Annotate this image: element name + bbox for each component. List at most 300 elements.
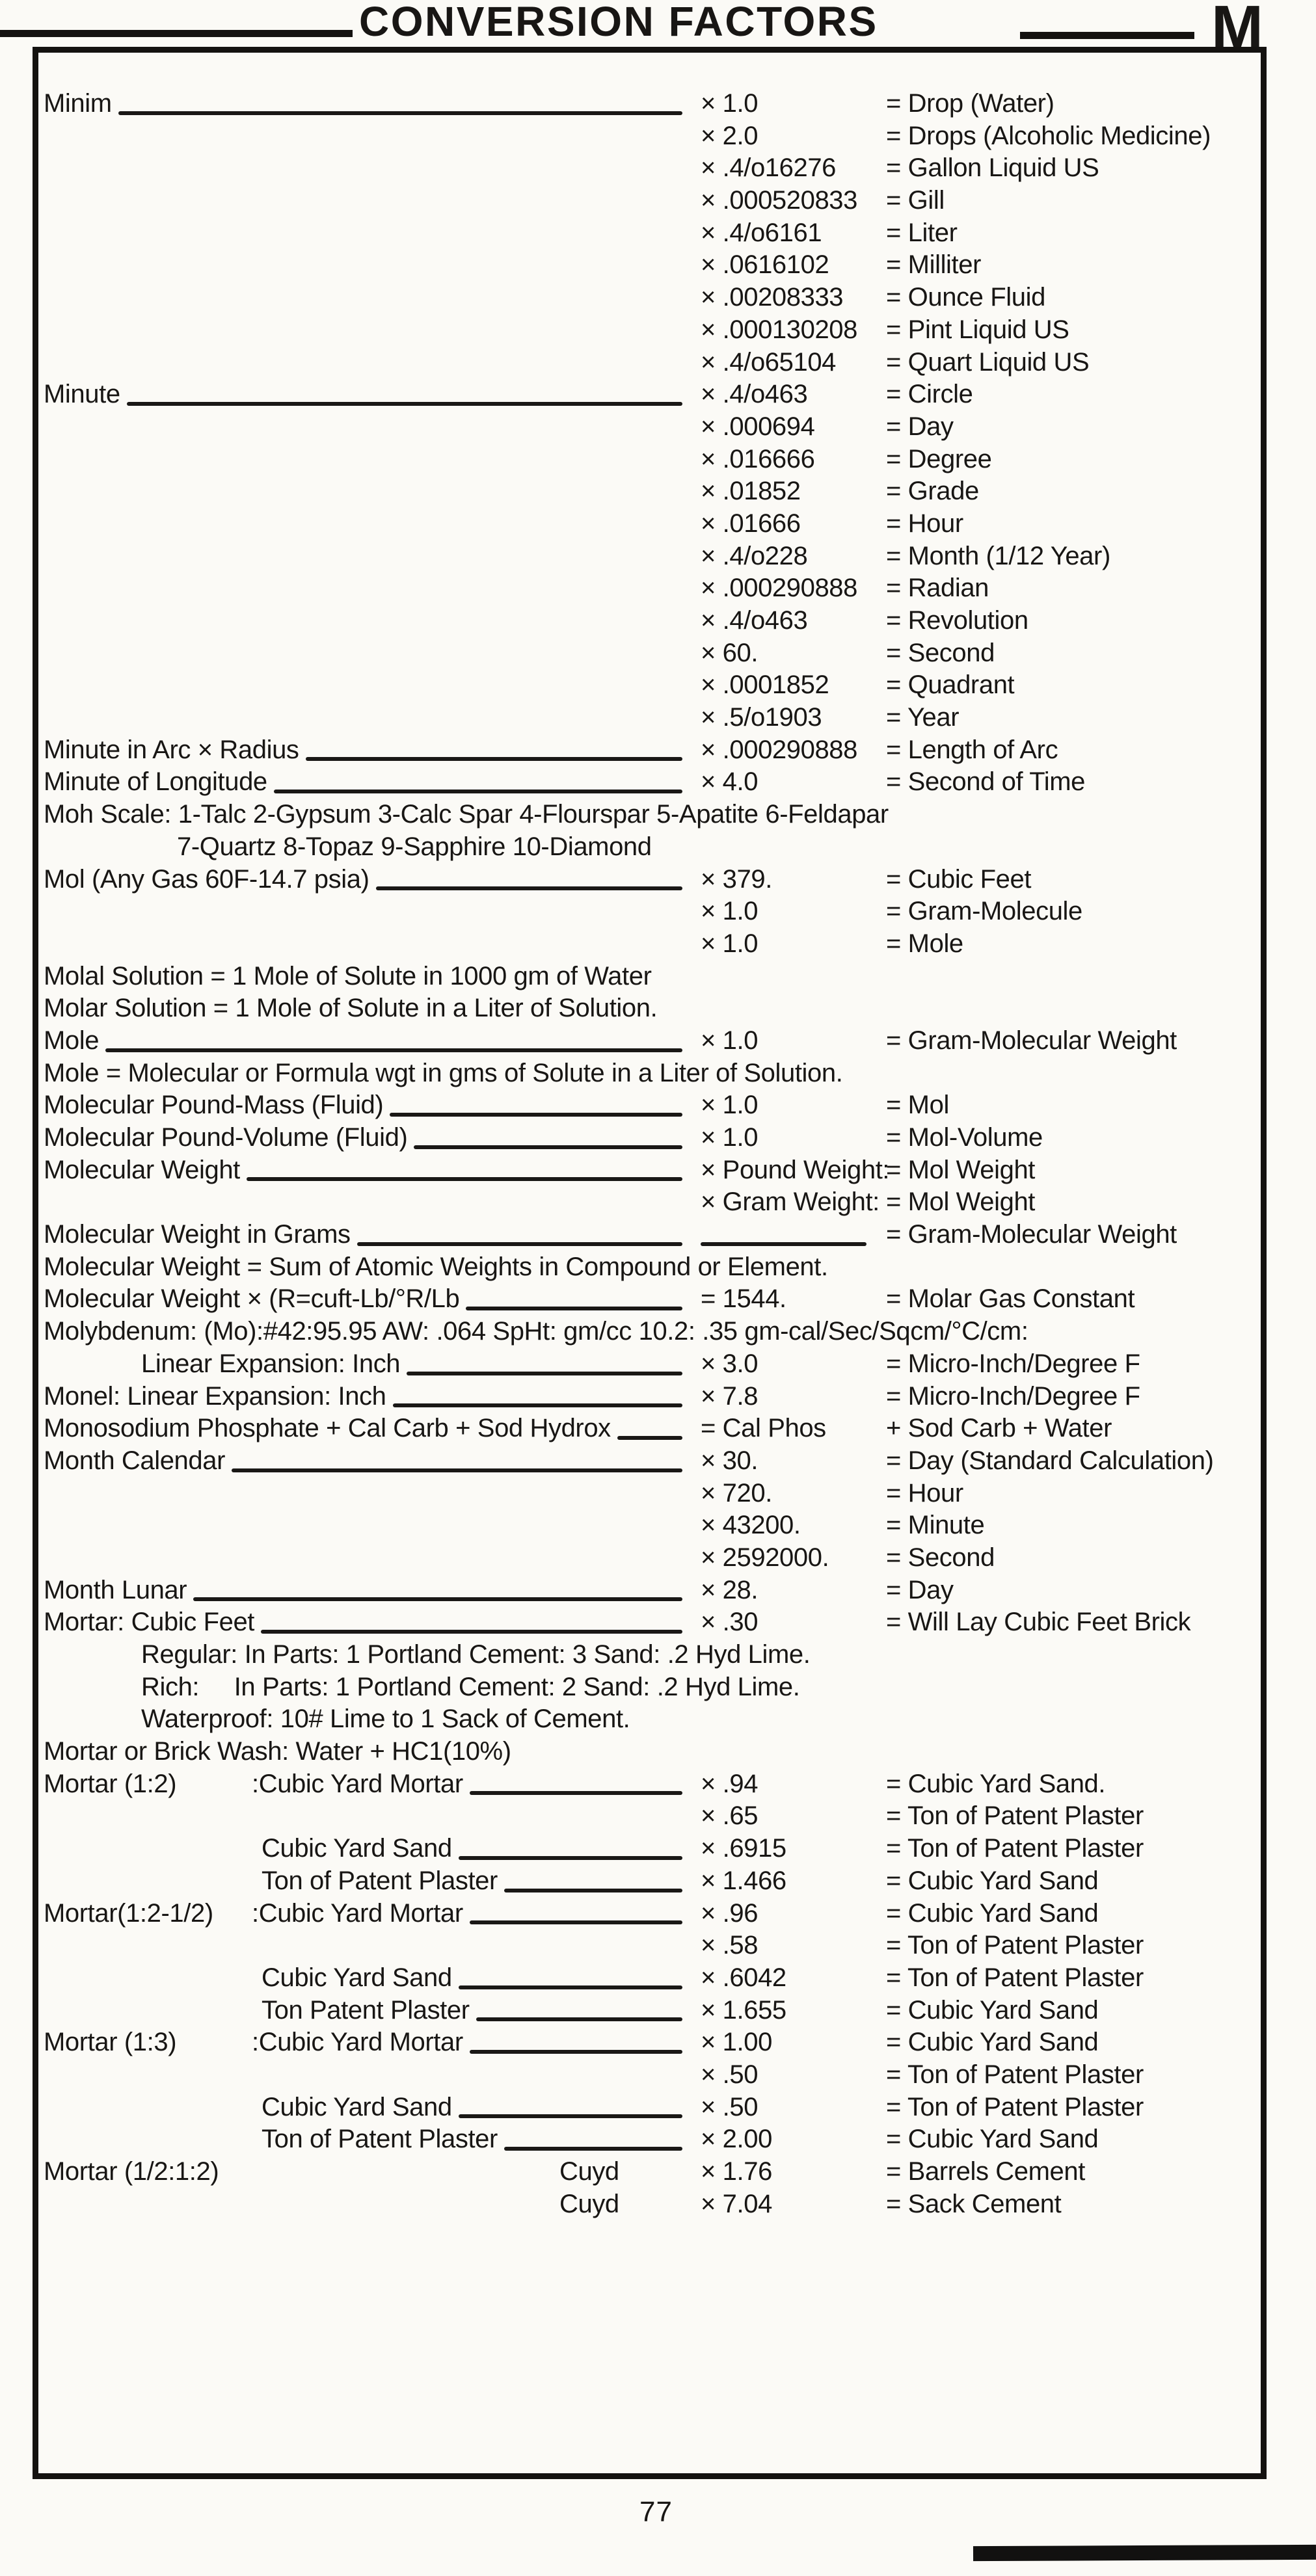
entry-factor: × .94 (701, 1769, 759, 1798)
entry-fields (44, 1348, 701, 1381)
leader-line (44, 508, 701, 540)
entry-fields (44, 1768, 701, 1801)
conversion-table (38, 53, 1261, 2220)
entry-factor: × .000290888 (701, 574, 858, 603)
entry-name: Mole = Molecular or Formula wgt in gms of Solute in a Liter of Solution. (44, 1058, 843, 1087)
leader-line (44, 282, 701, 314)
table-row (44, 120, 1261, 153)
entry-fields (44, 249, 701, 282)
leader-line (44, 1509, 701, 1542)
entry-name: Rich: In Parts: 1 Portland Cement: 2 Sand: .2 Hyd Lime. (141, 1672, 800, 1701)
entry-factor: × 2.0 (701, 121, 759, 150)
entry-result: = Barrels Cement (886, 2157, 1085, 2186)
entry-name: Minute of Longitude (44, 767, 267, 797)
entry-name: Moh Scale: 1-Talc 2-Gypsum 3-Calc Spar 4-Flourspar 5-Apatite 6-Feldapar (44, 800, 889, 829)
entry-factor: × 7.8 (701, 1381, 759, 1411)
table-row (44, 992, 1261, 1025)
entry-fields (44, 120, 701, 153)
leader-line (799, 1671, 1261, 1704)
table-row (44, 1025, 1261, 1057)
entry-result: = Molar Gas Constant (886, 1284, 1135, 1314)
entry-fields (44, 1509, 701, 1542)
entry-group-label: Mortar (1/2:1:2) (44, 2157, 219, 2186)
entry-name: Molybdenum: (Mo):#42:95.95 AW: .064 SpHt: gm/cc 10.2: .35 gm-cal/Sec/Sqcm/°C/cm: (44, 1317, 1028, 1346)
entry-name: Ton of Patent Plaster (262, 2125, 498, 2154)
entry-name: Month Lunar (44, 1575, 187, 1604)
table-row (44, 1962, 1261, 1995)
entry-factor: × 43200. (701, 1511, 801, 1540)
entry-fields (44, 2059, 701, 2091)
leader-line (386, 1381, 701, 1413)
table-row (44, 831, 1261, 864)
entry-result: = Ton of Patent Plaster (886, 1834, 1144, 1863)
leader-line (44, 637, 701, 670)
entry-fields (44, 1703, 1261, 1736)
entry-result: = Cubic Yard Sand (886, 2125, 1099, 2154)
entry-factor: × Pound Weight: (701, 1155, 890, 1184)
leader-line (463, 2026, 701, 2059)
entry-fields (44, 799, 1261, 831)
entry-fields (44, 1995, 701, 2027)
entry-factor: × 60. (701, 638, 759, 667)
entry-factor: × .016666 (701, 444, 815, 473)
title-rule-right (1020, 32, 1194, 39)
scan-artifact-bar (973, 2545, 1316, 2561)
leader-line (369, 864, 701, 896)
table-row (44, 378, 1261, 411)
entry-fields (44, 928, 701, 961)
table-row (44, 1219, 1261, 1251)
table-row (44, 217, 1261, 250)
entry-factor: × .000290888 (701, 735, 858, 764)
leader-line (44, 669, 701, 702)
entry-result: = Second of Time (886, 767, 1086, 797)
table-row (44, 1995, 1261, 2027)
leader-line (44, 1800, 701, 1833)
entry-factor: × 7.04 (701, 2189, 772, 2218)
entry-fields (44, 1186, 701, 1219)
entry-fields (44, 864, 701, 896)
table-row (44, 864, 1261, 896)
table-row (44, 2156, 1261, 2188)
entry-factor: × 1.0 (701, 89, 759, 118)
entry-factor: × .65 (701, 1801, 759, 1831)
entry-result: = Quadrant (886, 671, 1015, 700)
entry-result: = Radian (886, 574, 989, 603)
entry-group-label: Mortar (1:2) (44, 1769, 177, 1798)
entry-factor: × .000694 (701, 412, 815, 441)
entry-fields (44, 1445, 701, 1478)
entry-fields (44, 1962, 701, 1995)
entry-factor: × .000520833 (701, 186, 858, 215)
table-row (44, 605, 1261, 637)
entry-name: Molecular Weight × (R=cuft-Lb/°R/Lb (44, 1284, 460, 1314)
leader-line (44, 572, 701, 605)
entry-fields (44, 1736, 1261, 1768)
leader-line (44, 120, 701, 153)
table-row (44, 1800, 1261, 1833)
entry-name: Minute in Arc × Radius (44, 735, 299, 764)
entry-fields (44, 961, 1261, 993)
entry-factor: × .4/o463 (701, 380, 808, 409)
table-row (44, 540, 1261, 573)
leader-line (240, 1154, 701, 1187)
page-number: 77 (639, 2496, 673, 2528)
entry-fields (44, 152, 701, 185)
entry-fields (44, 896, 701, 928)
entry-result: = Drop (Water) (886, 89, 1054, 118)
entry-fields (44, 282, 701, 314)
entry-result: = Gram-Molecular Weight (886, 1026, 1177, 1055)
entry-factor: × 1.76 (701, 2157, 772, 2186)
entry-name: Cubic Yard Sand (262, 1834, 452, 1863)
entry-factor: × 720. (701, 1478, 772, 1507)
table-row (44, 185, 1261, 217)
table-row (44, 702, 1261, 734)
entry-fields (44, 1413, 701, 1445)
entry-factor: × 28. (701, 1575, 759, 1604)
entry-result: = Cubic Yard Sand (886, 1898, 1099, 1928)
entry-name: Monosodium Phosphate + Cal Carb + Sod Hydrox (44, 1414, 611, 1443)
table-row (44, 1445, 1261, 1478)
entry-factor: × Gram Weight: (701, 1188, 880, 1217)
table-row (44, 1606, 1261, 1639)
table-row (44, 1283, 1261, 1316)
entry-result: = Minute (886, 1511, 985, 1540)
entry-result: = Mol (886, 1091, 949, 1120)
title-rule-left (0, 30, 353, 37)
table-row (44, 734, 1261, 767)
entry-factor: × 1.0 (701, 1091, 759, 1120)
entry-factor: × 3.0 (701, 1349, 759, 1378)
table-row (44, 1154, 1261, 1187)
entry-name: Regular: In Parts: 1 Portland Cement: 3 Sand: .2 Hyd Lime. (141, 1640, 811, 1669)
leader-line (44, 1186, 701, 1219)
leader-line (889, 799, 1261, 831)
entry-factor: × .50 (701, 2060, 759, 2089)
entry-factor: × .50 (701, 2092, 759, 2121)
entry-result: = Degree (886, 444, 992, 473)
entry-name: Mole (44, 1026, 100, 1055)
table-row (44, 928, 1261, 961)
entry-result: = Ton of Patent Plaster (886, 1801, 1144, 1831)
entry-name: Molal Solution = 1 Mole of Solute in 1000 gm of Water (44, 961, 652, 990)
entry-result: = Ton of Patent Plaster (886, 2060, 1144, 2089)
entry-fields (44, 669, 701, 702)
entry-name: Waterproof: 10# Lime to 1 Sack of Cement. (141, 1705, 630, 1734)
entry-fields (44, 1542, 701, 1574)
entry-factor: × 379. (701, 864, 772, 894)
entry-group-label: Mortar (1:3) (44, 2028, 177, 2057)
entry-fields (44, 637, 701, 670)
entry-fields (44, 444, 701, 476)
entry-factor: × 2.00 (701, 2125, 772, 2154)
entry-factor: × 1.466 (701, 1866, 786, 1895)
leader-line (470, 1995, 701, 2027)
table-row (44, 637, 1261, 670)
leader-line (44, 928, 701, 961)
entry-result: = Mol Weight (886, 1155, 1036, 1184)
entry-factor: × 2592000. (701, 1543, 829, 1572)
entry-factor: × .000130208 (701, 315, 858, 344)
entry-fields (44, 766, 701, 799)
entry-factor: × .58 (701, 1931, 759, 1960)
entry-name: Minute (44, 380, 120, 409)
entry-factor: × .0616102 (701, 250, 829, 280)
entry-factor: × 1.0 (701, 897, 759, 926)
entry-name: Mol (Any Gas 60F-14.7 psia) (44, 864, 369, 894)
leader-line (44, 1478, 701, 1510)
entry-result: = Sack Cement (886, 2189, 1062, 2218)
leader-line (99, 1025, 701, 1057)
entry-result: = Length of Arc (886, 735, 1058, 764)
entry-result: = Drops (Alcoholic Medicine) (886, 121, 1211, 150)
entry-fields (44, 702, 701, 734)
entry-fields (44, 540, 701, 573)
leader-line (225, 1445, 701, 1478)
entry-result: = Day (Standard Calculation) (886, 1446, 1214, 1475)
leader-line (657, 992, 1261, 1025)
entry-factor: × 30. (701, 1446, 759, 1475)
leader-line (810, 1639, 1261, 1671)
entry-fields (44, 1478, 701, 1510)
entry-result: = Day (886, 412, 954, 441)
entry-fields (44, 1283, 701, 1316)
table-row (44, 2188, 1261, 2221)
entry-factor (701, 1219, 886, 1251)
entry-fields (44, 734, 701, 767)
entry-result: = Cubic Yard Sand (886, 1866, 1099, 1895)
entry-name: Monel: Linear Expansion: Inch (44, 1381, 386, 1411)
table-row (44, 2123, 1261, 2156)
leader-line (452, 2091, 701, 2124)
entry-group-label: Mortar(1:2-1/2) (44, 1898, 213, 1928)
leader-line (44, 1542, 701, 1574)
entry-fields (44, 347, 701, 379)
entry-fields (44, 88, 701, 120)
table-row (44, 1186, 1261, 1219)
entry-name: :Cubic Yard Mortar (252, 1898, 463, 1928)
leader-line (299, 734, 701, 767)
table-row (44, 766, 1261, 799)
entry-factor: × .6042 (701, 1963, 786, 1992)
entry-factor: × 1.0 (701, 1123, 759, 1152)
entry-result: = Ton of Patent Plaster (886, 1931, 1144, 1960)
leader-line (44, 896, 701, 928)
entry-fields (44, 411, 701, 444)
entry-fields (44, 1251, 1261, 1284)
entry-fields (44, 314, 701, 347)
entry-name: Molar Solution = 1 Mole of Solute in a Liter of Solution. (44, 994, 658, 1023)
leader-line (463, 1768, 701, 1801)
leader-line (511, 1736, 1261, 1768)
entry-result: = Mol Weight (886, 1188, 1036, 1217)
entry-result: = Gram-Molecular Weight (886, 1220, 1177, 1249)
entry-factor: × 4.0 (701, 767, 759, 797)
entry-result: = Circle (886, 380, 973, 409)
entry-result: = Cubic Feet (886, 864, 1032, 894)
table-row (44, 1865, 1261, 1898)
entry-result: = Gallon Liquid US (886, 153, 1099, 183)
table-row (44, 1898, 1261, 1930)
entry-fields (44, 572, 701, 605)
entry-fields (44, 217, 701, 250)
page-title: CONVERSION FACTORS (359, 0, 878, 45)
entry-name: Molecular Pound-Volume (Fluid) (44, 1123, 408, 1152)
entry-fields (44, 1316, 1261, 1348)
entry-result: = Quart Liquid US (886, 347, 1090, 377)
leader-line (254, 1606, 701, 1639)
table-row (44, 1251, 1261, 1284)
entry-fields (44, 605, 701, 637)
entry-fields (44, 508, 701, 540)
entry-result: = Hour (886, 1478, 963, 1507)
entry-result: = Second (886, 638, 995, 667)
entry-fields (44, 1089, 701, 1122)
entry-result: = Liter (886, 218, 958, 247)
entry-name: Molecular Weight in Grams (44, 1220, 351, 1249)
entry-name: Ton of Patent Plaster (262, 1866, 498, 1895)
entry-result: = Pint Liquid US (886, 315, 1069, 344)
entry-result: = Day (886, 1575, 954, 1604)
entry-result: = Ton of Patent Plaster (886, 1963, 1144, 1992)
leader-line (652, 831, 1261, 864)
entry-factor: × 1.0 (701, 929, 759, 958)
table-row (44, 572, 1261, 605)
leader-line (400, 1348, 701, 1381)
leader-line (630, 1703, 1261, 1736)
leader-line (383, 1089, 701, 1122)
entry-factor: × .00208333 (701, 283, 844, 312)
entry-name: Mortar: Cubic Feet (44, 1608, 255, 1637)
entry-factor: × .4/o65104 (701, 347, 837, 377)
table-row (44, 1316, 1261, 1348)
entry-factor: = 1544. (701, 1284, 786, 1314)
entry-result: = Cubic Yard Sand. (886, 1769, 1106, 1798)
entry-factor: × 1.00 (701, 2028, 772, 2057)
table-row (44, 1703, 1261, 1736)
entry-name: Linear Expansion: Inch (141, 1349, 401, 1378)
leader-line (44, 411, 701, 444)
entry-fields (44, 1154, 701, 1187)
leader-line (44, 347, 701, 379)
entry-factor: × .30 (701, 1608, 759, 1637)
entry-factor: × 1.0 (701, 1026, 759, 1055)
entry-factor: × .01666 (701, 509, 801, 538)
entry-unit: Cuyd (559, 2157, 619, 2186)
entry-result: = Micro-Inch/Degree F (886, 1381, 1140, 1411)
entry-result: = Ton of Patent Plaster (886, 2092, 1144, 2121)
leader-line (611, 1413, 701, 1445)
entry-factor: × .4/o16276 (701, 153, 837, 183)
table-row (44, 896, 1261, 928)
entry-result: = Micro-Inch/Degree F (886, 1349, 1140, 1378)
leader-line (44, 475, 701, 508)
entry-result: = Hour (886, 509, 963, 538)
leader-line (44, 1930, 701, 1962)
entry-result: = Ounce Fluid (886, 283, 1045, 312)
entry-fields (44, 475, 701, 508)
table-row (44, 475, 1261, 508)
entry-name: Ton Patent Plaster (262, 1995, 470, 2025)
entry-name: Mortar or Brick Wash: Water + HC1(10%) (44, 1737, 511, 1766)
table-row (44, 1736, 1261, 1768)
entry-fields (44, 1800, 701, 1833)
entry-result: = Gram-Molecule (886, 897, 1082, 926)
section-letter: M (1211, 0, 1263, 62)
table-row (44, 1930, 1261, 1962)
leader-line (452, 1833, 701, 1865)
leader-line (351, 1219, 701, 1251)
entry-fields (44, 1025, 701, 1057)
leader-line (44, 2059, 701, 2091)
entry-factor: × .4/o228 (701, 541, 808, 570)
table-row (44, 1509, 1261, 1542)
entry-fields (44, 1833, 701, 1865)
table-row (44, 799, 1261, 831)
entry-result: = Milliter (886, 250, 982, 280)
leader-line (267, 766, 701, 799)
leader-line (120, 378, 701, 411)
leader-line (112, 88, 701, 120)
leader-line (459, 1283, 701, 1316)
entry-factor: × .0001852 (701, 671, 829, 700)
table-row (44, 1639, 1261, 1671)
table-row (44, 1671, 1261, 1704)
table-row (44, 1381, 1261, 1413)
table-row (44, 1542, 1261, 1574)
table-row (44, 2091, 1261, 2124)
entry-fields (44, 992, 1261, 1025)
table-row (44, 314, 1261, 347)
table-row (44, 152, 1261, 185)
table-row (44, 282, 1261, 314)
table-row (44, 508, 1261, 540)
entry-factor: × 1.655 (701, 1995, 786, 2025)
leader-line (498, 1865, 701, 1898)
leader-line (44, 444, 701, 476)
table-row (44, 669, 1261, 702)
entry-fields (44, 1574, 701, 1607)
leader-line (407, 1122, 701, 1154)
table-row (44, 88, 1261, 120)
table-row (44, 444, 1261, 476)
entry-fields (44, 2091, 701, 2124)
entry-fields (44, 2026, 701, 2059)
table-row (44, 1348, 1261, 1381)
entry-result: + Sod Carb + Water (886, 1414, 1112, 1443)
entry-fields (44, 378, 701, 411)
leader-line (187, 1574, 701, 1607)
leader-line (463, 1898, 701, 1930)
entry-fields (44, 1381, 701, 1413)
entry-factor: × .6915 (701, 1834, 786, 1863)
entry-name: Month Calendar (44, 1446, 226, 1475)
entry-result: = Month (1/12 Year) (886, 541, 1110, 570)
entry-fields (44, 1639, 1261, 1671)
leader-line (44, 217, 701, 250)
entry-name: Molecular Pound-Mass (Fluid) (44, 1091, 384, 1120)
entry-factor: × .5/o1903 (701, 703, 822, 732)
entry-name: :Cubic Yard Mortar (252, 1769, 463, 1798)
table-row (44, 411, 1261, 444)
table-row (44, 2026, 1261, 2059)
entry-fields (44, 1219, 701, 1251)
leader-line (44, 605, 701, 637)
leader-line (44, 152, 701, 185)
table-row (44, 1089, 1261, 1122)
entry-result: = Second (886, 1543, 995, 1572)
